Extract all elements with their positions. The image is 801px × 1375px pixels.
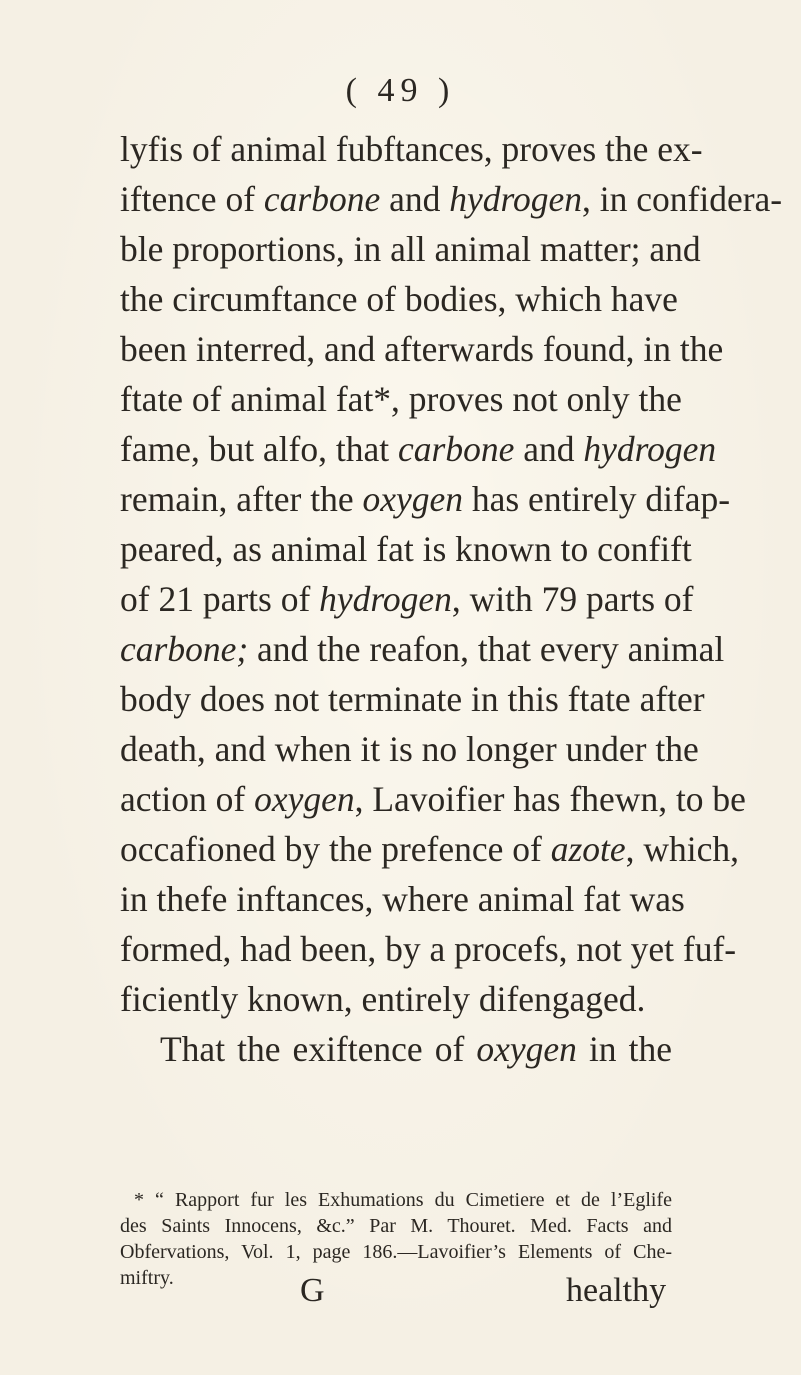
- body-text-run: ble proportions, in all animal matter; and: [120, 229, 701, 269]
- body-line: [120, 424, 717, 474]
- body-text-run: occafioned by the prefence of: [120, 829, 551, 869]
- body-text-run: ftate of animal fat*, proves not only the: [120, 379, 682, 419]
- body-line: [120, 274, 678, 324]
- body-text-run: formed, had been, by a procefs, not yet fuf-: [120, 929, 737, 969]
- body-text-run: has entirely difap-: [462, 479, 731, 519]
- body-text-run: of 21 parts of: [120, 579, 320, 619]
- body-text-run: , which,: [625, 829, 740, 869]
- body-text-run: remain, after the: [120, 479, 363, 519]
- body-text-run: iftence of: [120, 179, 264, 219]
- body-text-run: , with 79 parts of: [451, 579, 694, 619]
- footnote-line: miftry.: [120, 1267, 174, 1289]
- italic-term: hydrogen: [449, 179, 583, 219]
- body-line: [120, 224, 701, 274]
- body-line: [120, 474, 731, 524]
- body-line: [120, 374, 682, 424]
- body-text-run: the circumftance of bodies, which have: [120, 279, 678, 319]
- italic-term: carbone: [263, 179, 381, 219]
- footnote-line: Obfervations, Vol. 1, page 186.—Lavoifier’s Elements of Che-: [120, 1241, 672, 1263]
- body-line: [120, 174, 783, 224]
- body-line: [120, 724, 699, 774]
- signature-mark: G: [300, 1272, 325, 1309]
- body-text-run: action of: [120, 779, 255, 819]
- body-text-run: death, and when it is no longer under the: [120, 729, 699, 769]
- italic-term: oxygen: [476, 1029, 577, 1069]
- body-line: [120, 874, 685, 924]
- body-text-run: lyfis of animal fubftances, proves the ex-: [120, 129, 703, 169]
- footnote-line: des Saints Innocens, &c.” Par M. Thouret. Med. Facts and: [120, 1215, 672, 1237]
- body-line: [120, 774, 746, 824]
- body-line: [120, 124, 703, 174]
- italic-term: oxygen: [362, 479, 463, 519]
- body-text-run: in the: [576, 1029, 672, 1069]
- body-text-run: , in confidera-: [582, 179, 783, 219]
- body-text-run: body does not terminate in this ftate after: [120, 679, 705, 719]
- body-line: [120, 974, 672, 1024]
- page-number: ( 49 ): [345, 72, 456, 109]
- body-line: [120, 574, 694, 624]
- footnote-line: * “ Rapport fur les Exhumations du Cimetiere et de l’Eglife: [134, 1189, 672, 1211]
- catchword: healthy: [566, 1272, 667, 1309]
- italic-term: azote: [550, 829, 626, 869]
- body-text-run: fame, but alfo, that: [120, 429, 398, 469]
- body-line: [120, 674, 705, 724]
- body-line: [120, 824, 740, 874]
- italic-term: hydrogen: [583, 429, 717, 469]
- italic-term: carbone: [398, 429, 515, 469]
- italic-term: oxygen: [254, 779, 355, 819]
- body-text-run: and: [514, 429, 584, 469]
- body-line: [120, 924, 737, 974]
- body-line: [120, 324, 724, 374]
- body-text-run: and: [380, 179, 450, 219]
- body-line: [120, 524, 692, 574]
- body-text-run: in thefe inftances, where animal fat was: [120, 879, 685, 919]
- italic-term: hydrogen: [319, 579, 452, 619]
- body-text-run: ficiently known, entirely difengaged.: [120, 979, 646, 1019]
- body-text-run: and the reafon, that every animal: [248, 629, 725, 669]
- body-text-run: That the exiftence of: [160, 1029, 477, 1069]
- body-line: [120, 624, 725, 674]
- body-text-run: peared, as animal fat is known to confift: [120, 529, 692, 569]
- italic-term: carbone;: [120, 629, 249, 669]
- body-text-run: been interred, and afterwards found, in the: [120, 329, 724, 369]
- body-text: [120, 124, 783, 1074]
- body-line: [120, 1024, 672, 1074]
- body-text-run: , Lavoifier has fhewn, to be: [354, 779, 746, 819]
